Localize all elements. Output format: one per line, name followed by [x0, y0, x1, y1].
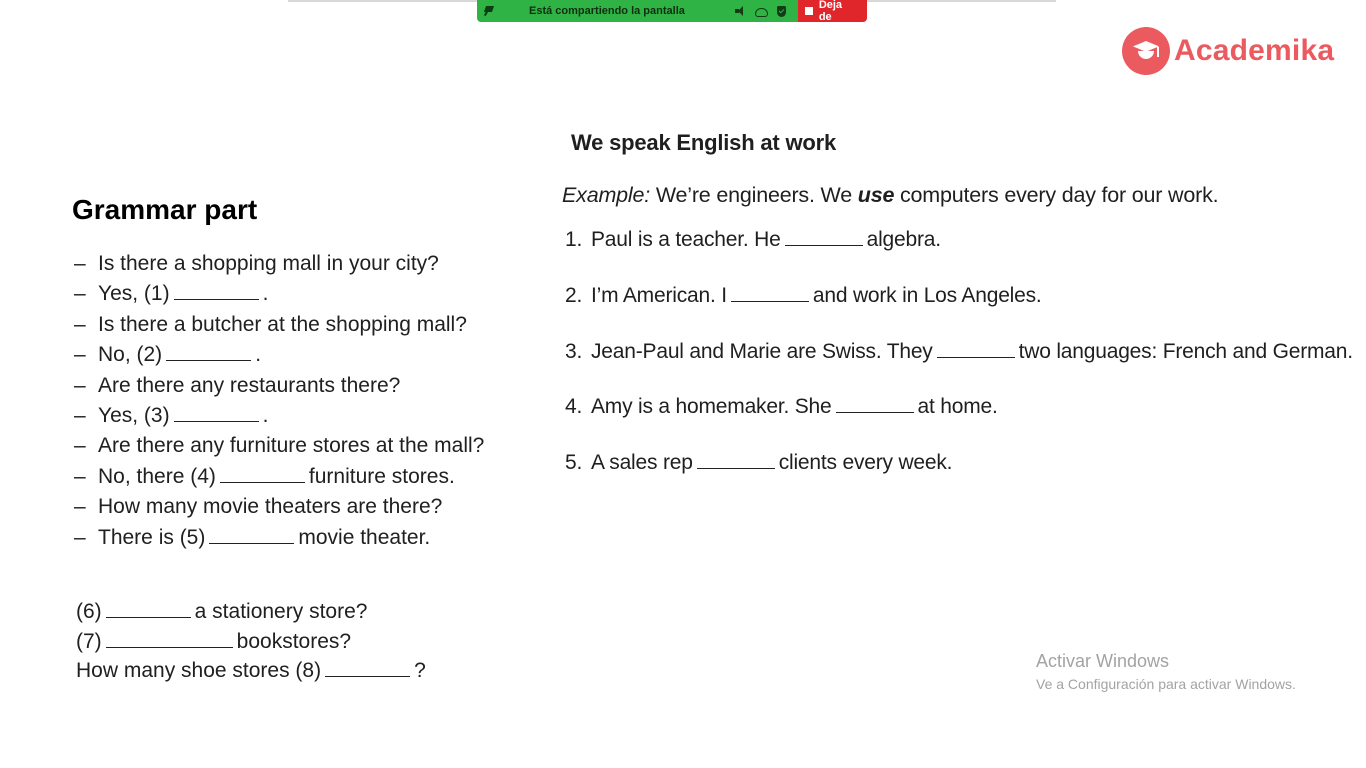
answer-blank — [731, 283, 809, 302]
extra-line: (7) bookstores? — [76, 629, 352, 653]
answer-blank — [697, 450, 775, 469]
dialog-line: – Is there a butcher at the shopping mall? — [74, 312, 467, 336]
extra-line: (6) a stationery store? — [76, 600, 368, 623]
answer-blank — [174, 281, 259, 300]
example-before: We’re engineers. We — [655, 183, 852, 207]
work-title: We speak English at work — [571, 130, 836, 155]
dialog-line: – Is there a shopping mall in your city? — [74, 252, 439, 275]
dialog-line: – Are there any restaurants there? — [74, 373, 401, 397]
graduation-cap-icon — [1122, 27, 1170, 75]
exercise-item: 3. Jean-Paul and Marie are Swiss. They two languages: French and German. — [565, 339, 1353, 363]
answer-blank — [106, 599, 191, 618]
exercise-item: 5. A sales rep clients every week. — [565, 451, 953, 475]
answer-blank — [166, 342, 251, 361]
grammar-title: Grammar part — [72, 194, 258, 225]
grammar-extra-questions — [76, 599, 426, 688]
exercise-item: 2. I’m American. I and work in Los Angeles. — [565, 283, 1042, 307]
answer-blank — [106, 629, 233, 648]
dialog-line: – Yes, (3) . — [74, 403, 269, 427]
dialog-line: – Are there any furniture stores at the mall? — [74, 434, 485, 458]
grammar-dialog — [74, 251, 484, 555]
answer-blank — [174, 403, 259, 422]
work-exercises — [565, 227, 1353, 506]
shield-icon[interactable] — [777, 6, 786, 17]
answer-blank — [937, 339, 1015, 358]
answer-blank — [785, 227, 863, 246]
example-label: Example: — [562, 183, 651, 207]
exercise-item: 1. Paul is a teacher. He algebra. — [565, 228, 941, 251]
stop-square-icon — [805, 7, 813, 15]
dialog-line: – Yes, (1) . — [74, 282, 269, 306]
pin-icon[interactable] — [483, 5, 495, 17]
academika-logo — [1122, 26, 1334, 76]
example-keyword: use — [857, 183, 895, 207]
cloud-icon[interactable] — [755, 8, 768, 17]
dialog-line: – There is (5) movie theater. — [74, 525, 431, 549]
exercise-item: 4. Amy is a homemaker. She at home. — [565, 395, 998, 419]
logo-text: Academika — [1174, 34, 1335, 67]
windows-activation-subtitle: Ve a Configuración para activar Windows. — [1036, 676, 1296, 692]
answer-blank — [209, 525, 294, 544]
work-example — [562, 183, 1218, 208]
example-after: computers every day for our work. — [900, 183, 1219, 207]
stop-sharing-label: Deja de — [818, 0, 843, 23]
share-status — [477, 0, 798, 22]
speaker-icon[interactable] — [734, 5, 746, 17]
dialog-line: – No, there (4) furniture stores. — [74, 464, 455, 488]
answer-blank — [836, 394, 914, 413]
dialog-line: – No, (2) . — [74, 343, 262, 367]
answer-blank — [220, 464, 305, 483]
stop-sharing-button[interactable] — [798, 0, 867, 22]
extra-line: How many shoe stores (8) ? — [76, 659, 426, 683]
windows-activation-title: Activar Windows — [1036, 651, 1170, 671]
screen-share-bar — [477, 0, 867, 22]
dialog-line: – How many movie theaters are there? — [74, 495, 443, 519]
answer-blank — [325, 658, 410, 677]
share-status-text: Está compartiendo la pantalla — [529, 5, 685, 17]
